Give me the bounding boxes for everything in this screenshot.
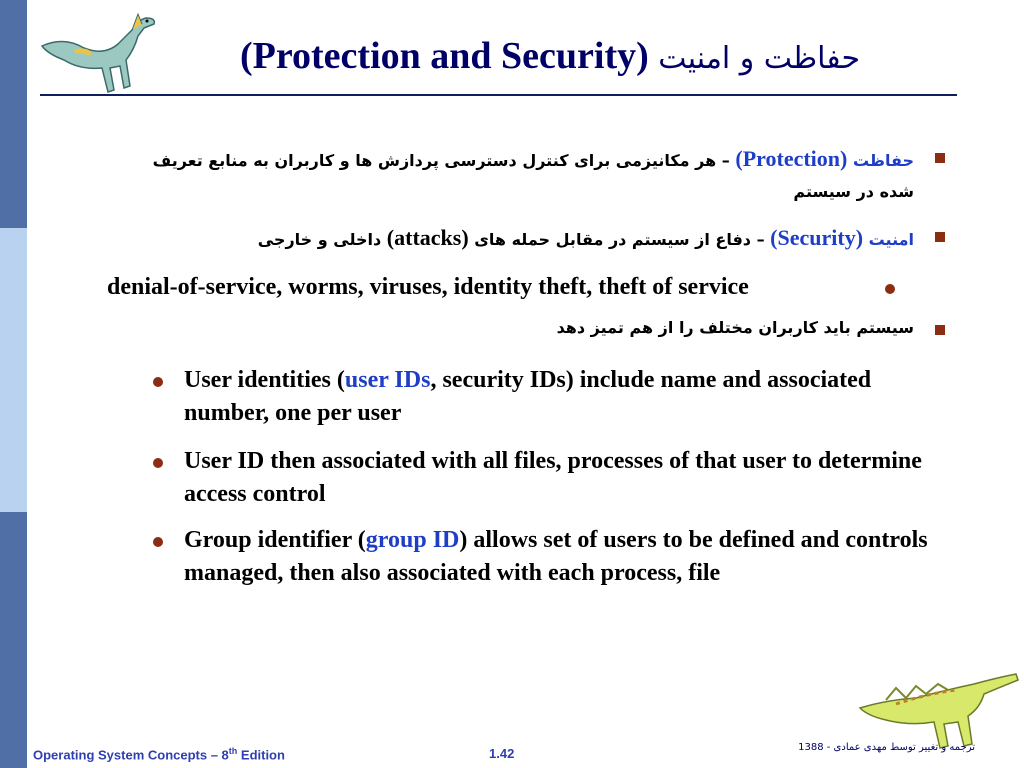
square-bullet-icon [935,325,945,335]
bullet-protection-line1: حفاظت (Protection) – هر مکانیزمی برای کنترل دسترسی پردازش ها و کاربران به منابع تعریف [152,146,914,171]
footer-translator: ترجمه و تغییر توسط مهدی عمادی - 1388 [798,742,975,753]
bullet-protection-line2: شده در سیستم [793,182,914,201]
sub-bullet-user-id-files: User ID then associated with all files, processes of that user to determine access control [184,448,922,507]
term-protection-fa: حفاظت [852,151,914,170]
term-attacks: (attacks) [386,225,469,250]
sidebar-light-middle [0,228,27,512]
round-bullet-icon [885,284,895,294]
round-bullet-icon [153,458,163,468]
bullet-distinguish-users: سیستم باید کاربران مختلف را از هم تمیز دهد [556,318,914,337]
bullet-security: امنیت (Security) – دفاع از سیستم در مقابل حمله های (attacks) داخلی و خارجی [257,225,914,250]
footer-page-number: 1.42 [489,746,515,761]
sidebar-dark-top [0,0,27,228]
round-bullet-icon [153,537,163,547]
dinosaur-top-icon [34,6,160,98]
term-protection-en: (Protection) [735,146,848,171]
sidebar-dark-bottom [0,512,27,768]
square-bullet-icon [935,232,945,242]
title-persian: حفاظت و امنیت [658,41,861,76]
page-title [150,34,950,78]
term-group-id: group ID [365,527,460,553]
sub-bullet-user-identities: User identities (user IDs, security IDs) include name and associated number, one per user [184,367,872,426]
dinosaur-bottom-icon [856,660,1022,750]
sub-bullet-group-id: Group identifier (group ID) allows set of users to be defined and controls managed, then also associated with each process, file [184,527,928,586]
title-divider [40,94,957,96]
title-open-paren: ( [239,35,253,77]
square-bullet-icon [935,153,945,163]
left-sidebar [0,0,27,768]
term-security-en: (Security) [770,225,864,250]
round-bullet-icon [153,377,163,387]
threat-list: denial-of-service, worms, viruses, identity theft, theft of service [107,274,749,300]
protection-definition: هر مکانیزمی برای کنترل دسترسی پردازش ها و کاربران به منابع تعریف [152,151,717,170]
title-close-paren: ) [636,35,649,77]
term-security-fa: امنیت [868,230,914,249]
footer-book-title: Operating System Concepts – 8th Edition [33,746,285,763]
term-user-ids: user IDs [344,367,431,393]
title-english: Protection and Security [252,35,637,77]
